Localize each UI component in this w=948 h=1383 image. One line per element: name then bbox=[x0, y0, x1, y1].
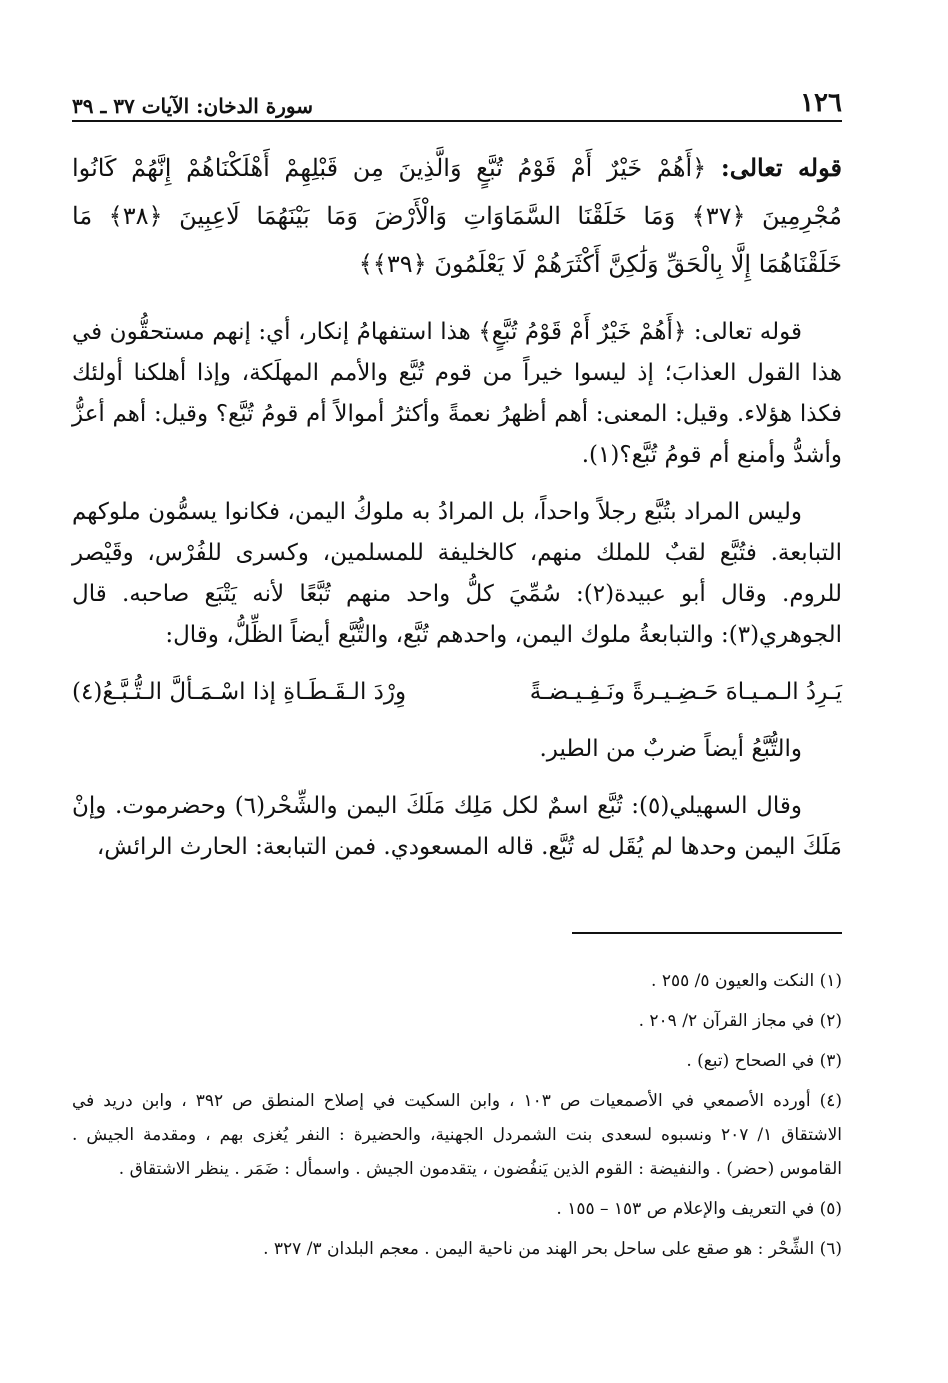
footnote-2: (٢) في مجاز القرآن ٢/ ٢٠٩ . bbox=[638, 1011, 842, 1031]
page-number: ١٢٦ bbox=[800, 88, 842, 118]
footnote-3: (٣) في الصحاح (تبع) . bbox=[686, 1051, 842, 1071]
poem-verse bbox=[72, 672, 842, 713]
paragraph-1: قوله تعالى: ﴿أَهُمْ خَيْرٌ أَمْ قَوْمُ تُبَّعٍ﴾ هذا استفهامُ إنكار، أي: إنهم مستحقُّون في هذا القول العذابَ؛ إذ ليسوا خيراً من قوم تُبَّع والأمم المهلَكة، وإذا أهلكنا أولئك فكذا هؤلاء. وقيل: المعنى: أهم أظهرُ نعمةً وأكثرُ أموالاً أم قومُ تُبَّع؟ وقيل: أهم أعزُّ وأشدُّ وأمنع أم قومُ تُبَّع؟(١). bbox=[72, 319, 842, 468]
header-divider bbox=[72, 120, 842, 122]
footnote-4: (٤) أورده الأصمعي في الأصمعيات ص ١٠٣ ، وابن السكيت في إصلاح المنطق ص ٣٩٢ ، وابن دريد في الاشتقاق ١/ ٢٠٧ ونسبوه لسعدى بنت الشمردل الجهنية، والحضيرة : النفر يُغزى بهم ، ومقدمة الجيش . القاموس (حضر) . والنفيضة : القوم الذين يَنفُضون ، يتقدمون الجيش . واسمأل : ضَمَر . ينظر الاشتقاق . bbox=[72, 1091, 842, 1179]
poem-hemistich-left: وِرْدَ الـقَـطَـاةِ إذا اسْـمَـألَّ الـتُّـبَّـعُ(٤) bbox=[72, 679, 407, 705]
commentary-body bbox=[72, 312, 842, 884]
footnote-5: (٥) في التعريف والإعلام ص ١٥٣ – ١٥٥ . bbox=[556, 1199, 842, 1219]
poem-hemistich-right: يَـرِدُ الـمـيـاهَ حَـضِـيـرةً ونَـفِـيـضـةً bbox=[529, 679, 842, 705]
footnote-divider bbox=[572, 932, 842, 934]
quran-verse-block bbox=[72, 144, 842, 288]
paragraph-2: وليس المراد بتُبَّع رجلاً واحداً، بل المرادُ به ملوكُ اليمن، فكانوا يسمُّون ملوكهم التبابعة. فتُبَّع لقبٌ للملك منهم، كالخليفة للمسلمين، وكسرى للفُرْس، وقَيْصر للروم. وقال أبو عبيدة(٢): سُمِّيَ كلُّ واحد منهم تُبَّعًا لأنه يَتْبَع صاحبه. قال الجوهري(٣): والتبابعةُ ملوك اليمن، واحدهم تُبَّع، والتُّبَّع أيضاً الظِّلُّ، وقال: bbox=[72, 499, 842, 648]
verse-lead: قوله تعالى: bbox=[720, 153, 842, 182]
footnote-1: (١) النكت والعيون ٥/ ٢٥٥ . bbox=[651, 971, 842, 991]
paragraph-4: وقال السهيلي(٥): تُبَّع اسمٌ لكل مَلِك مَلَكَ اليمن والشِّحْر(٦) وحضرموت. وإنْ مَلَكَ اليمن وحدها لم يُقَل له تُبَّع. قاله المسعودي. فمن التبابعة: الحارث الرائش، bbox=[72, 793, 842, 860]
footnote-6: (٦) الشِّحْر : هو صقع على ساحل بحر الهند من ناحية اليمن . معجم البلدان ٣/ ٣٢٧ . bbox=[263, 1239, 842, 1259]
footnotes bbox=[72, 964, 842, 1272]
running-title: سورة الدخان: الآيات ٣٧ ـ ٣٩ bbox=[72, 94, 314, 118]
verse-text: ﴿أَهُمْ خَيْرٌ أَمْ قَوْمُ تُبَّعٍ وَالَّذِينَ مِن قَبْلِهِمْ أَهْلَكْنَاهُمْ إِنَّهُمْ كَانُوا مُجْرِمِينَ ﴿٣٧﴾ وَمَا خَلَقْنَا السَّمَاوَاتِ وَالْأَرْضَ وَمَا بَيْنَهُمَا لَاعِبِينَ ﴿٣٨﴾ مَا خَلَقْنَاهُمَا إِلَّا بِالْحَقِّ وَلَٰكِنَّ أَكْثَرَهُمْ لَا يَعْلَمُونَ ﴿٣٩﴾﴾ bbox=[72, 154, 843, 278]
page-header bbox=[72, 80, 842, 118]
paragraph-3: والتُّبَّعُ أيضاً ضربٌ من الطير. bbox=[539, 736, 802, 762]
